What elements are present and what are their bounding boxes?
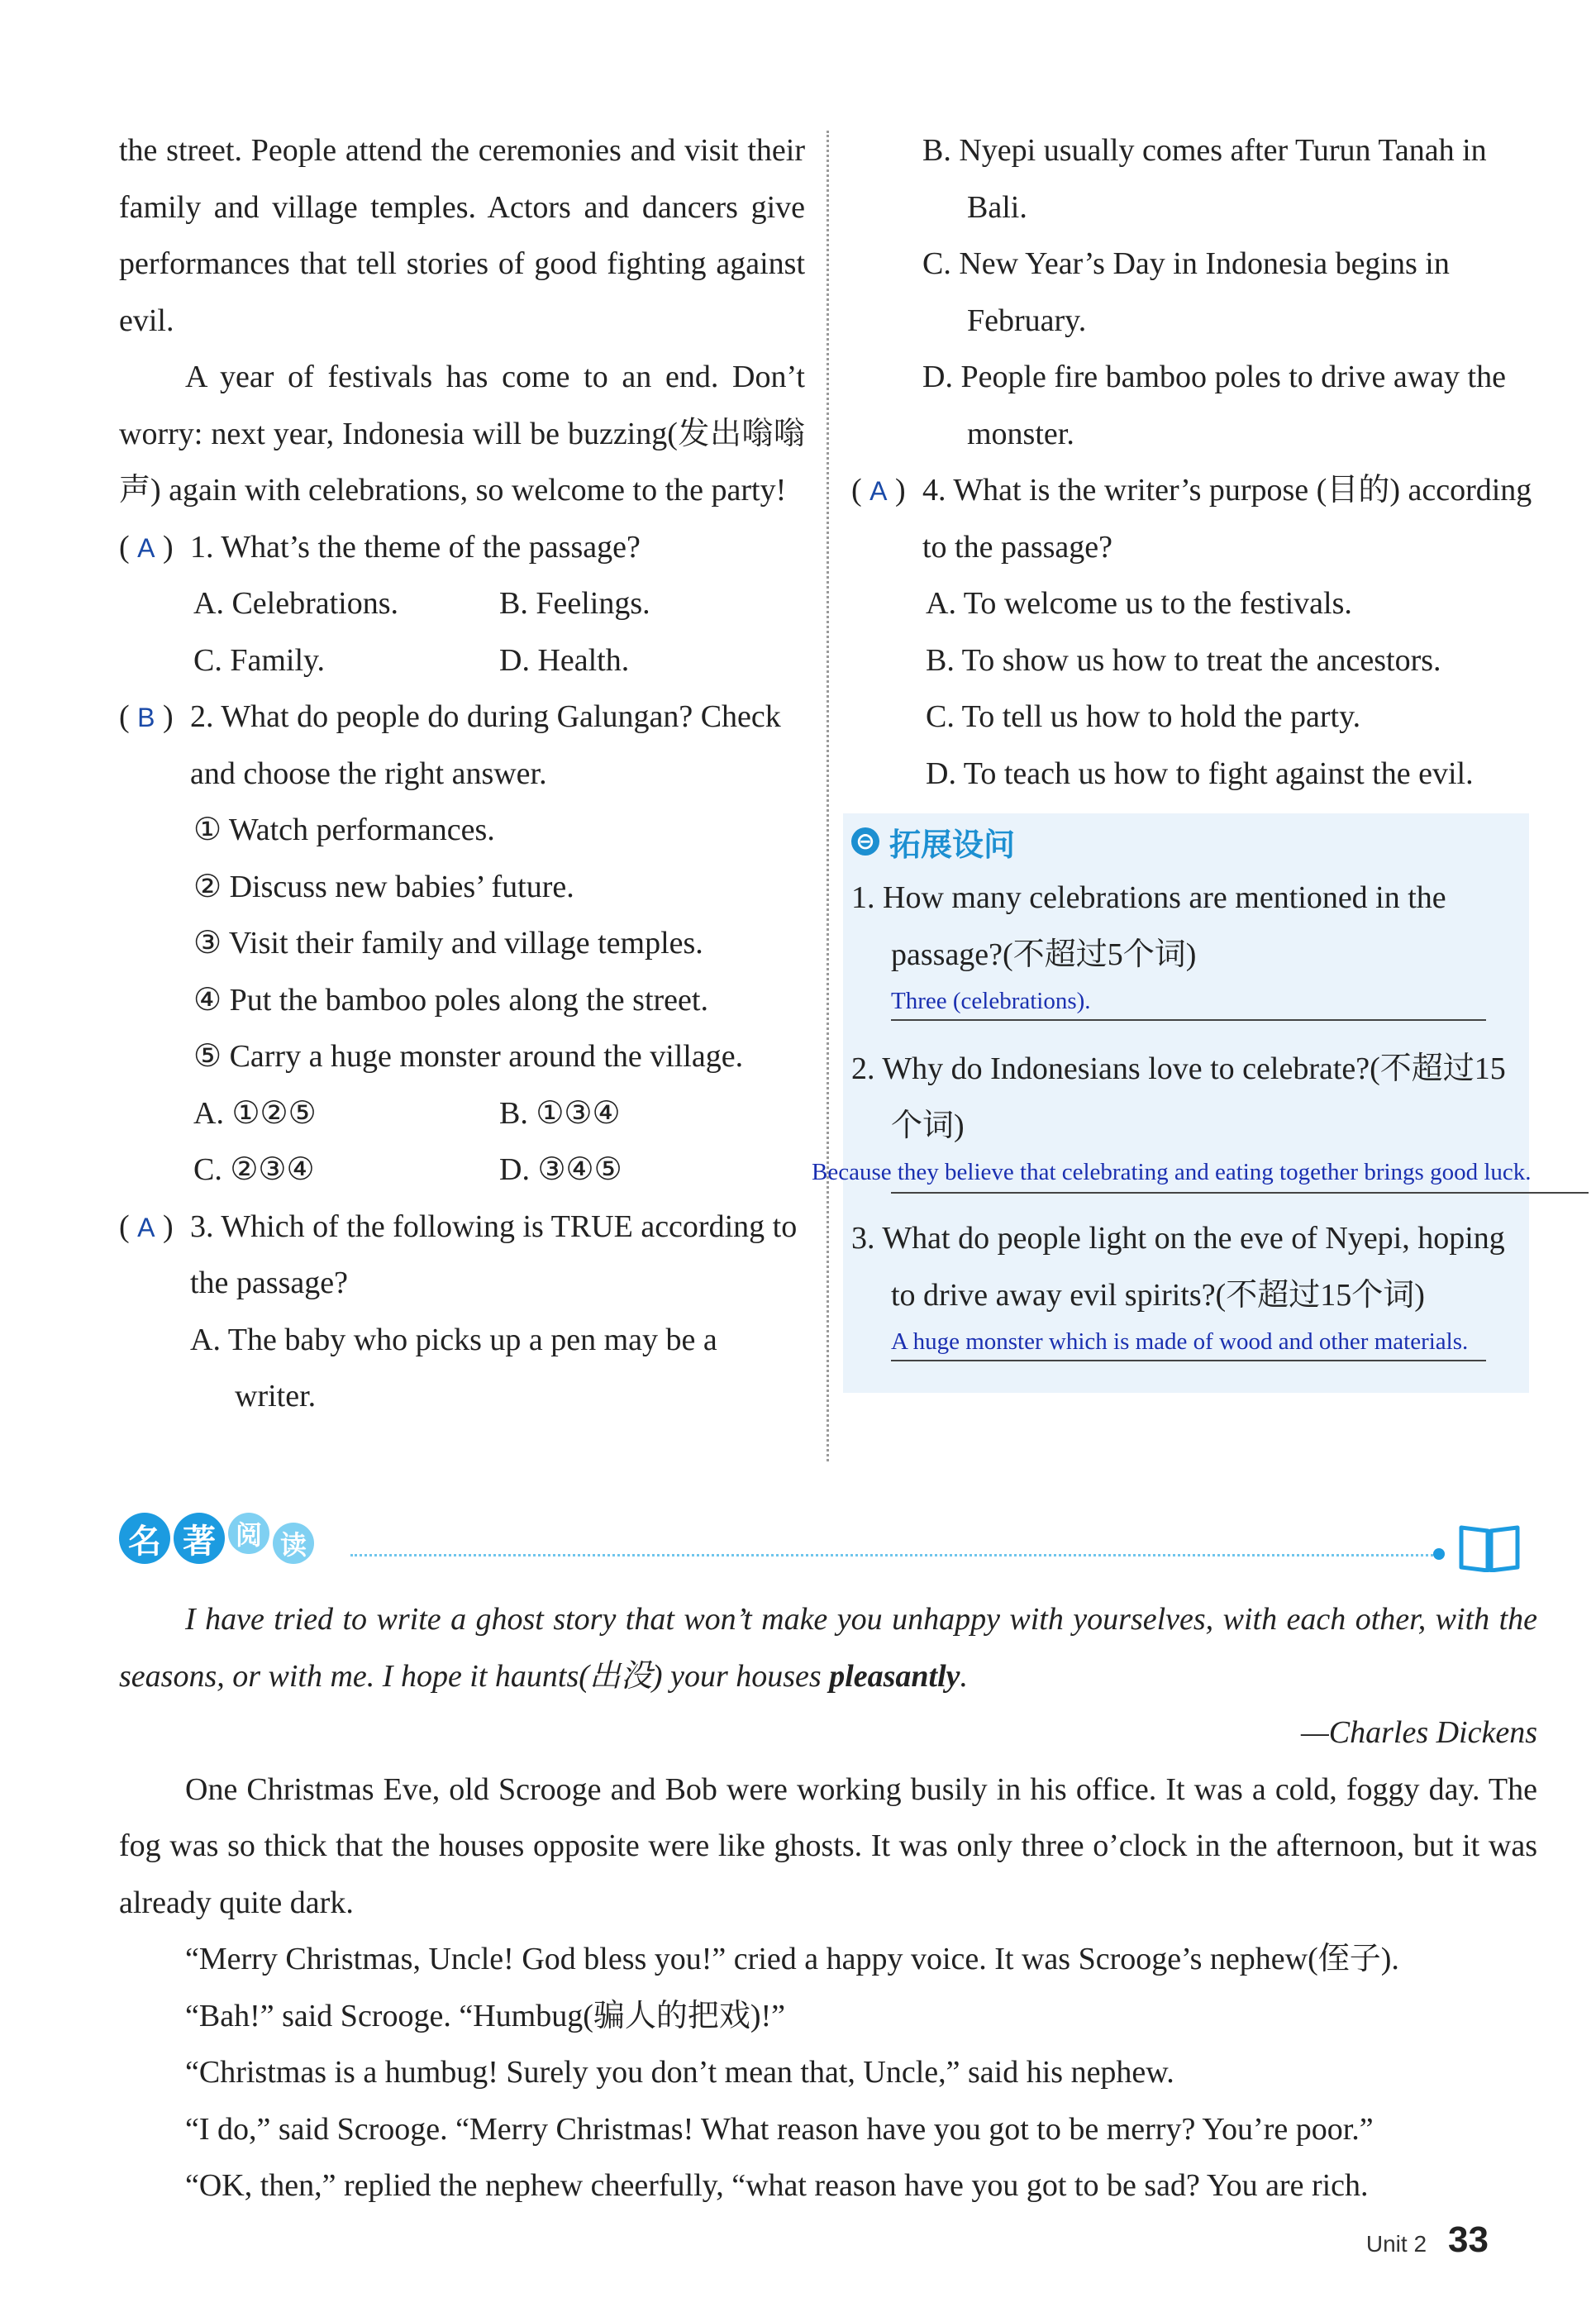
- list-item: ④ Put the bamboo poles along the street.: [193, 982, 708, 1018]
- answer-bracket: ( A ): [119, 529, 174, 565]
- minus-circle-icon: ⊖: [851, 827, 879, 856]
- option-d: D. People fire bamboo poles to drive away the monster.: [922, 360, 1506, 451]
- answer-bracket: ( A ): [851, 473, 906, 508]
- quote-end: .: [960, 1658, 969, 1694]
- page: [25, 25, 1571, 2287]
- option-b: B. ①③④: [499, 1095, 621, 1131]
- option-a: A. To welcome us to the festivals.: [926, 586, 1352, 621]
- question-text: 2. What do people do during Galungan? Check and choose the right answer.: [190, 699, 781, 791]
- famous-reading-header: [119, 1513, 1541, 1579]
- question-text: 4. What is the writer’s purpose (目的) according to the passage?: [922, 473, 1532, 565]
- list-item: ② Discuss new babies’ future.: [193, 869, 574, 904]
- extension-answer-3: A huge monster which is made of wood and other materials.: [891, 1323, 1486, 1361]
- answer-letter: A: [137, 1212, 155, 1242]
- question-text: 3. Which of the following is TRUE according to the passage?: [190, 1208, 798, 1300]
- story-paragraph: “I do,” said Scrooge. “Merry Christmas! What reason have you got to be merry? You’re poor.”: [185, 2111, 1374, 2147]
- page-footer: [1366, 2219, 1489, 2261]
- right-column: [812, 122, 1537, 1393]
- badge-char: 著: [174, 1513, 225, 1564]
- story-paragraph: “Christmas is a humbug! Surely you don’t mean that, Uncle,” said his nephew.: [185, 2055, 1174, 2090]
- extension-section: [812, 813, 1532, 1393]
- extension-answer-1: Three (celebrations).: [891, 983, 1486, 1021]
- extension-question-3: 3. What do people light on the eve of Nyepi, hoping to drive away evil spirits?(不超过15个词): [851, 1221, 1505, 1313]
- extension-title: 拓展设问: [889, 826, 1016, 863]
- options-row: [119, 632, 805, 689]
- list-item: ⑤ Carry a huge monster around the village.: [193, 1039, 744, 1074]
- passage-paragraph-1: the street. People attend the ceremonies and visit their family and village temples. Actors and dancers give performances that tell stories of good fighting against evil.: [119, 133, 805, 338]
- answer-letter: A: [869, 476, 888, 506]
- option-b: B. Nyepi usually comes after Turun Tanah in Bali.: [922, 133, 1487, 225]
- option-a: A. Celebrations.: [193, 586, 399, 621]
- option-b: B. Feelings.: [499, 586, 650, 621]
- options-row: [119, 575, 805, 632]
- rule-end-dot: [1433, 1548, 1445, 1560]
- passage-paragraph-2: A year of festivals has come to an end. Don’t worry: next year, Indonesia will be buzzing(发出嗡嗡声) again with celebrations, so welcome to the party!: [119, 360, 805, 508]
- answer-bracket: ( A ): [119, 1208, 174, 1244]
- options-row: [119, 1085, 805, 1142]
- option-d: D. Health.: [499, 642, 630, 678]
- badge-char: 读: [273, 1523, 314, 1564]
- left-column: [119, 122, 805, 1425]
- answer-line: [891, 1192, 1589, 1194]
- option-d: D. ③④⑤: [499, 1152, 622, 1187]
- option-c: C. To tell us how to hold the party.: [926, 699, 1361, 734]
- question-3: [119, 1199, 805, 1312]
- badge-char: 阅: [228, 1513, 269, 1554]
- option-d: D. To teach us how to fight against the evil.: [926, 756, 1474, 791]
- story-paragraph: “Merry Christmas, Uncle! God bless you!” cried a happy voice. It was Scrooge’s nephew(侄子).: [185, 1942, 1399, 1976]
- question-1: [119, 519, 805, 576]
- question-2: [119, 689, 805, 802]
- option-b: B. To show us how to treat the ancestors.: [926, 642, 1441, 678]
- quote-author: —Charles Dickens: [1300, 1715, 1537, 1750]
- option-c: C. Family.: [193, 642, 326, 678]
- answer-letter: B: [137, 703, 155, 732]
- list-item: ③ Visit their family and village temples.: [193, 926, 703, 961]
- question-4: [851, 462, 1537, 575]
- extension-question-2: 2. Why do Indonesians love to celebrate?(不超过15个词): [851, 1051, 1506, 1143]
- answer-text: Because they believe that celebrating and eating together brings good luck.: [812, 1159, 1532, 1185]
- extension-answer-2: [812, 1154, 1580, 1190]
- option-a: A. The baby who picks up a pen may be a writer.: [190, 1322, 717, 1413]
- options-row: [119, 1142, 805, 1199]
- answer-bracket: ( B ): [119, 699, 174, 734]
- option-c: C. New Year’s Day in Indonesia begins in February.: [922, 246, 1450, 338]
- dotted-rule: [350, 1554, 1433, 1556]
- column-divider: [827, 131, 829, 1461]
- list-item: ① Watch performances.: [193, 813, 495, 847]
- extension-heading: [851, 813, 1529, 870]
- answer-letter: A: [137, 532, 155, 563]
- story-paragraph: One Christmas Eve, old Scrooge and Bob were working busily in his office. It was a cold, foggy day. The fog was so thick that the houses opposite were like ghosts. It was only three o’clock in the afternoon, but it was already quite dark.: [119, 1771, 1537, 1920]
- dickens-quote: [119, 1591, 1537, 1704]
- quote-bold: pleasantly: [829, 1658, 960, 1694]
- story-paragraph: “OK, then,” replied the nephew cheerfully, “what reason have you got to be sad? You are rich.: [185, 2168, 1369, 2203]
- extension-question-1: 1. How many celebrations are mentioned in the passage?(不超过5个词): [851, 880, 1446, 972]
- unit-label: Unit 2: [1365, 2231, 1427, 2257]
- page-number: 33: [1448, 2219, 1489, 2260]
- story-paragraph: “Bah!” said Scrooge. “Humbug(骗人的把戏)!”: [185, 1998, 786, 2033]
- famous-reading-body: [119, 1591, 1537, 2214]
- question-text: 1. What’s the theme of the passage?: [190, 529, 641, 565]
- option-c: C. ②③④: [193, 1152, 315, 1187]
- badge-char: 名: [119, 1513, 170, 1564]
- open-book-icon: [1458, 1521, 1521, 1572]
- section-badges: [119, 1513, 317, 1564]
- option-a: A. ①②⑤: [193, 1095, 317, 1131]
- quote-text: I have tried to write a ghost story that won’t make you unhappy with yourselves, with each other, with the seasons, or with me. I hope it haunts(出没) your houses: [119, 1602, 1537, 1694]
